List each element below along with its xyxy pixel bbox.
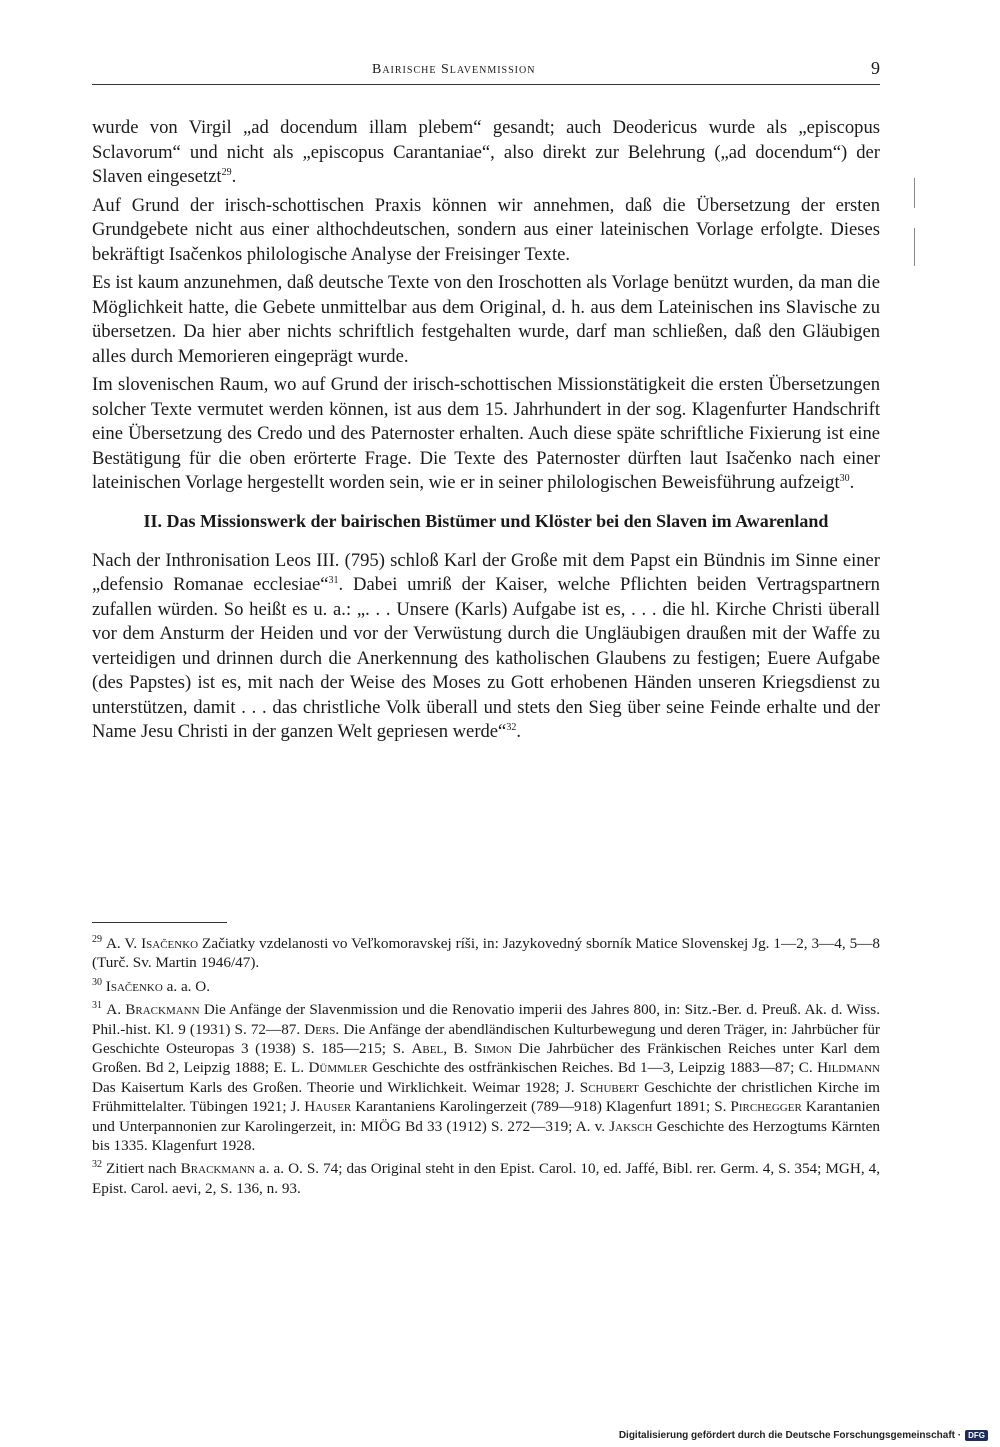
paragraph-text: wurde von Virgil „ad docendum illam plebem“ gesandt; auch Deodericus wurde als „episcopus Sclavorum“ und nicht als „episcopus Carantaniae“, also direkt zur Belehrung („ad docendum“) der Slaven eingesetzt	[92, 117, 880, 187]
paragraph: wurde von Virgil „ad docendum illam plebem“ gesandt; auch Deodericus wurde als „episcopus Sclavorum“ und nicht als „episcopus Carantaniae“, also direkt zur Belehrung („ad docendum“) der Slaven eingesetzt$^{29}$.	[92, 117, 880, 187]
author-name: Hildmann	[817, 1059, 880, 1077]
footnotes	[92, 934, 880, 1202]
footnote-ref: 31	[328, 574, 339, 586]
paragraph: Auf Grund der irisch-schottischen Praxis können wir annehmen, daß die Übersetzung der ersten Grundgebete nicht aus einer althochdeutschen, sondern aus einer lateinischen Vorlage erfolgte. Dieses bekräftigt Isačenkos philologische Analyse der Freisinger Texte.	[92, 194, 880, 265]
footnote-text: Die Jahrbücher des Fränkischen Reiches unter Karl dem Großen. Bd 2, Leipzig 1888; E. L.	[92, 1040, 880, 1077]
footnote-number: 30	[92, 976, 102, 988]
footnote-text: Geschichte der christlichen Kirche im Frühmittelalter. Tübingen 1921; J.	[92, 1078, 880, 1116]
footnote-text: Karantanien und Unterpannonien zur Karolingerzeit, in: MIÖG Bd 33 (1912) S. 272—319; A. v.	[92, 1098, 881, 1135]
author-name: Schubert	[579, 1078, 639, 1096]
footnote-text: Zitiert nach	[102, 1160, 181, 1178]
running-header	[92, 58, 880, 85]
footnote-number: 32	[92, 1159, 102, 1171]
footnote-text: Die Anfänge der abendländischen Kulturbewegung und deren Träger, in: Jahrbücher für Geschichte Osteuropas 3 (1938) S. 185—215; S.	[92, 1020, 880, 1058]
dfg-logo: DFG	[965, 1430, 988, 1441]
footnote	[92, 1000, 880, 1155]
author-name: Simon	[474, 1040, 512, 1058]
footnote-number: 31	[92, 1000, 102, 1012]
margin-mark	[914, 228, 915, 266]
author-name: Dümmler	[308, 1059, 368, 1077]
running-title: Bairische Slavenmission	[372, 62, 536, 77]
footnote-ref: 29	[221, 166, 232, 178]
footnote-number: 29	[92, 933, 102, 945]
paragraph-text: . Dabei umriß der Kaiser, welche Pflichten beiden Vertragspartnern zufallen würden. So heißt es u. a.: „. . . Unsere (Karls) Aufgabe ist es, . . . die hl. Kirche Christi überall vor dem Ansturm der Heiden und vor der Verwüstung durch die Ungläubigen draußen mit der Waffe zu verteidigen und drinnen durch die Anerkennung des katholischen Glaubens zu festigen; Euere Aufgabe (des Papstes) ist es, mit nach der Weise des Moses zu Gott erhobenen Händen unseren Kriegsdienst zu unterstützen, damit . . . das christliche Volk überall und stets den Sieg über seine Feinde erhalte und der Name Jesu Christi in der ganzen Welt gepriesen werde“	[92, 574, 880, 742]
digitization-credit	[619, 1430, 988, 1441]
footnote-text: a. a. O.	[162, 977, 211, 995]
footnote-ref: 30	[839, 472, 850, 484]
footnote-text: a. a. O. S. 74; das Original steht in den Epist. Carol. 10, ed. Jaffé, Bibl. rer. Germ. 4, S. 354; MGH, 4, Epist. Carol. aevi, 2, S. 136, n. 93.	[92, 1160, 881, 1197]
credit-text: Digitalisierung gefördert durch die Deutsche Forschungsgemeinschaft ·	[618, 1430, 962, 1441]
paragraph-text: Nach der Inthronisation Leos III. (795) schloß Karl der Große mit dem Papst ein Bündnis im Sinne einer „defensio Romanae ecclesiae“	[92, 549, 880, 595]
page-number: 9	[871, 58, 880, 78]
footnote-text: Geschichte des ostfränkischen Reiches. Bd 1—3, Leipzig 1883—87; C.	[367, 1059, 818, 1077]
footnote	[92, 977, 880, 996]
author-name: A. V. Isačenko	[105, 935, 199, 952]
author-name: Brackmann	[180, 1160, 255, 1178]
footnote	[92, 1159, 880, 1198]
paragraph: Es ist kaum anzunehmen, daß deutsche Texte von den Iroschotten als Vorlage benützt wurden, da man die Möglichkeit hatte, die Gebete unmittelbar aus dem Original, d. h. aus dem Lateinischen ins Slavische zu übersetzen. Da hier aber nichts schriftlich festgehalten wurde, darf man schließen, daß den Gläubigen alles durch Memorieren eingeprägt wurde.	[92, 272, 880, 367]
author-name: A. Brackmann	[106, 1001, 200, 1019]
author-name: Pirchegger	[730, 1098, 802, 1116]
author-name: Ders.	[304, 1020, 340, 1038]
paragraph-text: Im slovenischen Raum, wo auf Grund der irisch-schottischen Missionstätigkeit die ersten Übersetzungen solcher Texte vermutet werden können, ist aus dem 15. Jahrhundert in der sog. Klagenfurter Handschrift eine Übersetzung des Credo und des Paternoster erhalten. Auch diese späte schriftliche Fixierung ist eine Bestätigung für die oben erörterte Frage. Die Texte des Paternoster dürften laut Isačenko nach einer lateinischen Vorlage hergestellt worden sein, wie er in seiner philologischen Beweisführung aufzeigt	[92, 374, 880, 493]
footnote-text: , B.	[443, 1040, 475, 1058]
margin-mark	[914, 178, 915, 208]
author-name: Hauser	[304, 1098, 352, 1116]
footnote-text: Začiatky vzdelanosti vo Veľkomoravskej ríši, in: Jazykovedný sborník Matice Slovenskej Jg. 1—2, 3—4, 5—8 (Turč. Sv. Martin 1946/47).	[92, 935, 881, 972]
footnote-text: Geschichte des Herzogtums Kärnten bis 1335. Klagenfurt 1928.	[92, 1117, 880, 1155]
footnote-text: Die Anfänge der Slavenmission und die Renovatio imperii des Jahres 800, in: Sitz.-Ber. d. Preuß. Ak. d. Wiss. Phil.-hist. Kl. 9 (1931) S. 72—87.	[92, 1001, 880, 1038]
author-name: Abel	[411, 1040, 444, 1058]
section-heading: II. Das Missionswerk der bairischen Bistümer und Klöster bei den Slaven im Awarenland	[143, 510, 829, 531]
paragraph: Nach der Inthronisation Leos III. (795) schloß Karl der Große mit dem Papst ein Bündnis im Sinne einer „defensio Romanae ecclesiae“$^{31}$. Dabei umriß der Kaiser, welche Pflichten beiden Vertragspartnern zufallen würden. So heißt es u. a.: „. . . Unsere (Karls) Aufgabe ist es, . . . die hl. Kirche Christi überall vor dem Ansturm der Heiden und vor der Verwüstung durch die Ungläubigen draußen mit der Waffe zu verteidigen und drinnen durch die Anerkennung des katholischen Glaubens zu festigen; Euere Aufgabe (des Papstes) ist es, mit nach der Weise des Moses zu Gott erhobenen Händen unseren Kriegsdienst zu unterstützen, damit . . . das christliche Volk überall und stets den Sieg über seine Feinde erhalte und der Name Jesu Christi in der ganzen Welt gepriesen werde“$^{32}$.	[92, 549, 880, 742]
author-name: Jaksch	[609, 1117, 653, 1135]
footnote-separator	[92, 922, 227, 923]
footnote-text: Karantaniens Karolingerzeit (789—918) Klagenfurt 1891; S.	[351, 1098, 731, 1116]
footnote-text: Das Kaisertum Karls des Großen. Theorie und Wirklichkeit. Weimar 1928; J.	[92, 1078, 580, 1096]
footnote	[92, 934, 880, 973]
paragraph: Im slovenischen Raum, wo auf Grund der irisch-schottischen Missionstätigkeit die ersten Übersetzungen solcher Texte vermutet werden können, ist aus dem 15. Jahrhundert in der sog. Klagenfurter Handschrift eine Übersetzung des Credo und des Paternoster erhalten. Auch diese späte schriftliche Fixierung ist eine Bestätigung für die oben erörterte Frage. Die Texte des Paternoster dürften laut Isačenko nach einer lateinischen Vorlage hergestellt worden sein, wie er in seiner philologischen Beweisführung aufzeigt$^{30}$.	[92, 374, 880, 493]
footnote-ref: 32	[506, 721, 517, 733]
author-name: Isačenko	[105, 977, 163, 995]
main-text	[92, 116, 880, 749]
